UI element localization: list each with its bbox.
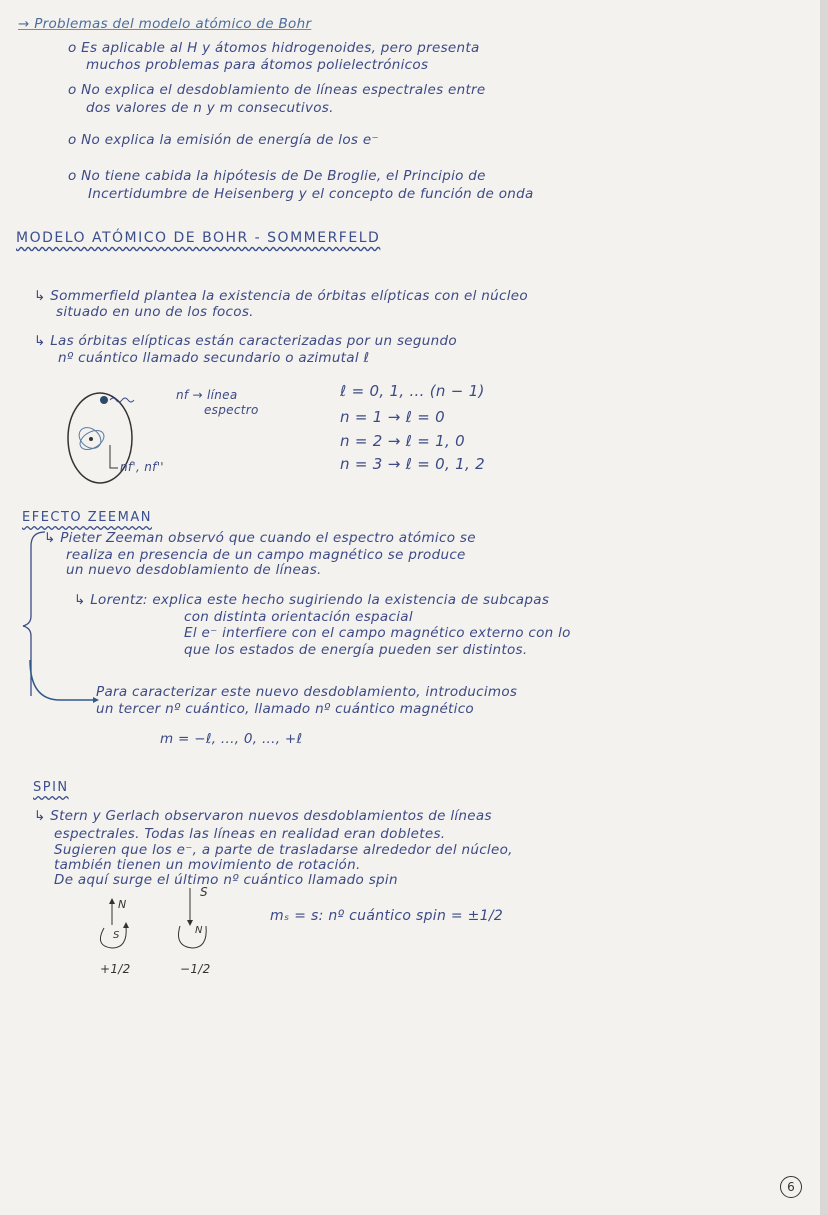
diagram-label: nf', nf'': [120, 460, 164, 474]
formula: n = 2 → ℓ = 1, 0: [340, 432, 465, 450]
section-title-sommerfeld: MODELO ATÓMICO DE BOHR - SOMMERFELD: [16, 230, 381, 246]
bullet-line: o Es aplicable al H y átomos hidrogenoides, pero presenta: [68, 40, 480, 56]
formula: mₛ = s: nº cuántico spin = ±1/2: [270, 908, 504, 924]
paragraph-line: situado en uno de los focos.: [56, 304, 254, 320]
section-title-zeeman: EFECTO ZEEMAN: [22, 510, 152, 525]
page-number: 6: [780, 1176, 802, 1198]
paragraph-line: Para caracterizar este nuevo desdoblamiento, introducimos: [96, 684, 518, 700]
bullet-line: Incertidumbre de Heisenberg y el concepto de función de onda: [88, 186, 534, 202]
arrow: [30, 660, 93, 700]
paragraph-line: De aquí surge el último nº cuántico llamado spin: [54, 872, 398, 888]
paragraph-line: ↳ Stern y Gerlach observaron nuevos desdoblamientos de líneas: [34, 808, 492, 824]
spin-label: S: [113, 930, 120, 941]
bullet-line: muchos problemas para átomos polielectrónicos: [86, 57, 429, 73]
formula: n = 1 → ℓ = 0: [340, 408, 446, 426]
brace: [23, 532, 45, 696]
formula: n = 3 → ℓ = 0, 1, 2: [340, 455, 485, 473]
wave-icon: [110, 398, 134, 402]
electron-dot: [100, 396, 108, 404]
spin-value: +1/2: [100, 962, 131, 976]
spin-label: N: [118, 898, 127, 911]
paragraph-line: también tienen un movimiento de rotación.: [54, 857, 361, 873]
formula: m = −ℓ, ..., 0, ..., +ℓ: [160, 731, 303, 747]
bullet-line: dos valores de n y m consecutivos.: [86, 100, 334, 116]
paragraph-line: un nuevo desdoblamiento de líneas.: [66, 562, 322, 578]
paragraph-line: ↳ Sommerfield plantea la existencia de órbitas elípticas con el núcleo: [34, 288, 528, 304]
diagram-label: espectro: [204, 403, 259, 417]
paragraph-line: nº cuántico llamado secundario o azimutal ℓ: [58, 350, 370, 366]
paragraph-line: espectrales. Todas las líneas en realidad eran dobletes.: [54, 826, 446, 842]
section-title-bohr-problems: → Problemas del modelo atómico de Bohr: [18, 16, 312, 32]
paragraph-line: ↳ Las órbitas elípticas están caracterizadas por un segundo: [34, 333, 457, 349]
bullet-line: o No tiene cabida la hipótesis de De Broglie, el Principio de: [68, 168, 486, 184]
spin-label: S: [200, 885, 208, 899]
paragraph-line: con distinta orientación espacial: [184, 609, 413, 625]
paragraph-line: que los estados de energía pueden ser distintos.: [184, 642, 528, 658]
section-title-spin: SPIN: [33, 780, 69, 795]
paragraph-line: El e⁻ interfiere con el campo magnético externo con lo: [184, 625, 571, 641]
spin-label: N: [195, 925, 203, 936]
paragraph-line: ↳ Lorentz: explica este hecho sugiriendo la existencia de subcapas: [74, 592, 550, 608]
paragraph-line: ↳ Pieter Zeeman observó que cuando el espectro atómico se: [44, 530, 476, 546]
paragraph-line: realiza en presencia de un campo magnético se produce: [66, 547, 466, 563]
formula: ℓ = 0, 1, ... (n − 1): [340, 382, 485, 400]
spin-value: −1/2: [180, 962, 211, 976]
paragraph-line: un tercer nº cuántico, llamado nº cuántico magnético: [96, 701, 474, 717]
bullet-line: o No explica el desdoblamiento de líneas espectrales entre: [68, 82, 486, 98]
bullet-line: o No explica la emisión de energía de los e⁻: [68, 132, 379, 148]
paragraph-line: Sugieren que los e⁻, a parte de trasladarse alrededor del núcleo,: [54, 842, 513, 858]
diagram-label: nf → línea: [176, 388, 238, 402]
